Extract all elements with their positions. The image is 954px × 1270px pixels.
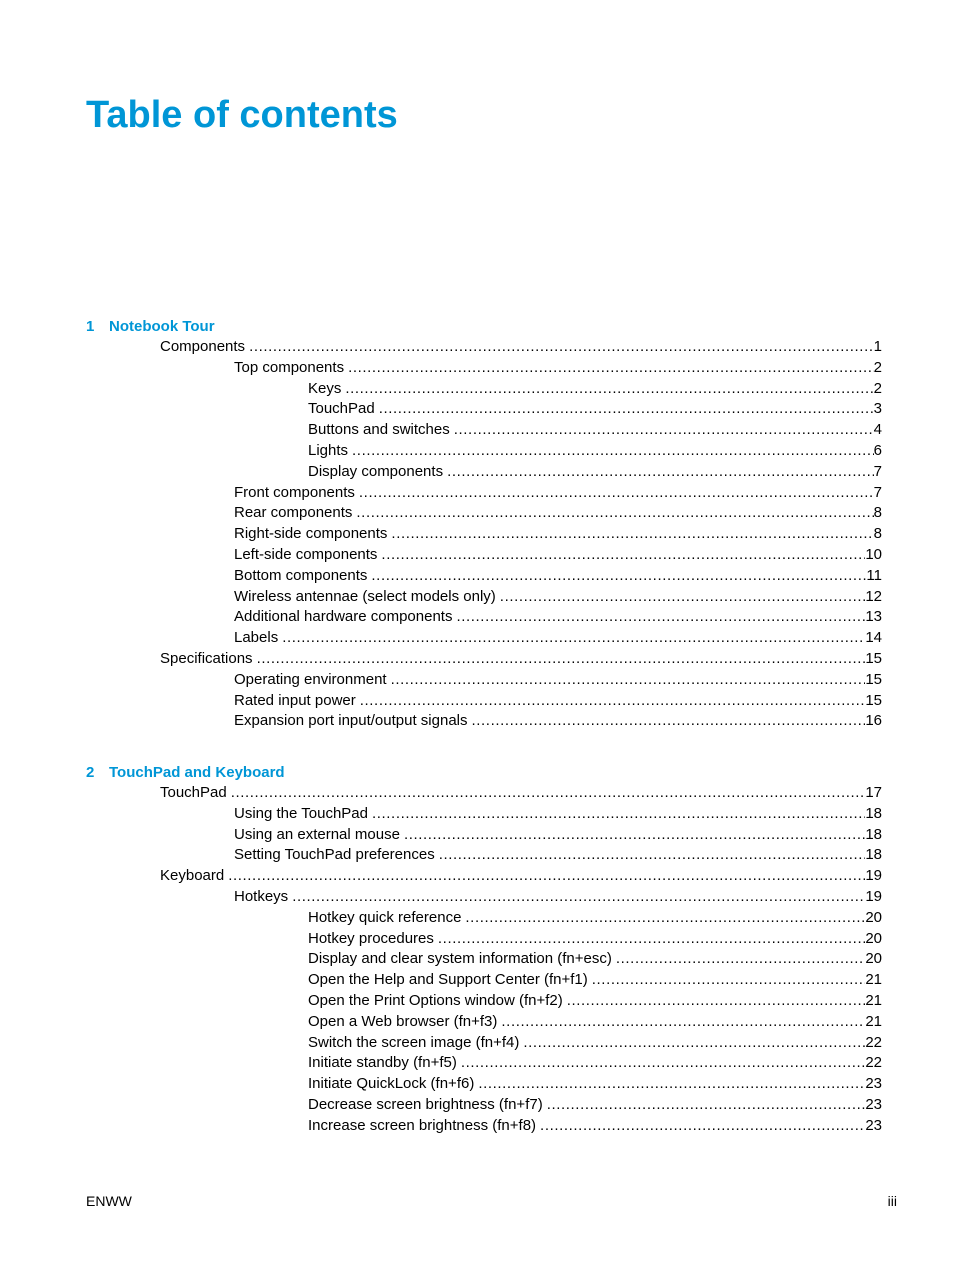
toc-entry[interactable] — [86, 691, 882, 712]
toc-dot-leader — [439, 845, 866, 866]
toc-dot-leader — [348, 358, 874, 379]
toc-entry-title: Lights — [308, 441, 349, 459]
toc-dot-leader — [391, 670, 866, 691]
toc-dot-leader — [567, 991, 866, 1012]
toc-entry-page-number: 20 — [865, 950, 882, 968]
toc-entry[interactable] — [86, 337, 882, 358]
toc-entry-title: Right-side components — [234, 525, 388, 543]
toc-entry-page-number: 3 — [873, 400, 882, 418]
toc-entry[interactable] — [86, 825, 882, 846]
toc-entry[interactable] — [86, 1012, 882, 1033]
toc-entry-title: Left-side components — [234, 545, 378, 563]
toc-dot-leader — [292, 887, 865, 908]
toc-entry-page-number: 14 — [865, 629, 882, 647]
chapter-title: TouchPad and Keyboard — [109, 764, 285, 781]
toc-entry-page-number: 23 — [865, 1095, 882, 1113]
toc-entry[interactable] — [86, 1053, 882, 1074]
toc-entry-title: Switch the screen image (fn+f4) — [308, 1033, 520, 1051]
toc-entry-title: Additional hardware components — [234, 608, 453, 626]
toc-entry-title: Open the Print Options window (fn+f2) — [308, 991, 563, 1009]
toc-entry[interactable] — [86, 545, 882, 566]
toc-entry[interactable] — [86, 783, 882, 804]
toc-entry-page-number: 8 — [873, 504, 882, 522]
toc-entry-title: Using the TouchPad — [234, 804, 368, 822]
toc-entry-page-number: 19 — [865, 867, 882, 885]
toc-entry-title: Labels — [234, 629, 279, 647]
toc-entry[interactable] — [86, 503, 882, 524]
toc-entry-page-number: 21 — [865, 971, 882, 989]
toc-entry-title: Open the Help and Support Center (fn+f1) — [308, 971, 588, 989]
toc-entry[interactable] — [86, 1033, 882, 1054]
toc-entry-page-number: 17 — [865, 784, 882, 801]
chapter-heading[interactable] — [86, 316, 882, 337]
toc-dot-leader — [616, 949, 865, 970]
footer-page-number: iii — [887, 1193, 897, 1209]
toc-entry-title: Open a Web browser (fn+f3) — [308, 1012, 498, 1030]
toc-entry-title: Rated input power — [234, 691, 356, 709]
toc-dot-leader — [454, 420, 874, 441]
toc-dot-leader — [372, 804, 865, 825]
footer-publication-code: ENWW — [86, 1193, 132, 1209]
chapter-number: 1 — [86, 318, 95, 335]
toc-entry-title: Hotkey quick reference — [308, 908, 462, 926]
toc-entry-title: Hotkey procedures — [308, 929, 434, 947]
toc-entry-title: Using an external mouse — [234, 825, 400, 843]
toc-entry-page-number: 8 — [873, 525, 882, 543]
toc-entry[interactable] — [86, 949, 882, 970]
toc-entry-title: Specifications — [160, 649, 253, 667]
toc-dot-leader — [371, 566, 866, 587]
toc-entry-page-number: 21 — [865, 1012, 882, 1030]
toc-dot-leader — [404, 825, 865, 846]
chapter-section — [86, 316, 882, 732]
toc-entry-page-number: 16 — [865, 712, 882, 730]
toc-dot-leader — [379, 399, 874, 420]
toc-entry-page-number: 21 — [865, 991, 882, 1009]
toc-entry-title: Display components — [308, 462, 444, 480]
toc-entry-title: Bottom components — [234, 566, 368, 584]
toc-dot-leader — [592, 970, 866, 991]
toc-entry[interactable] — [86, 587, 882, 608]
toc-entry[interactable] — [86, 462, 882, 483]
toc-entry-page-number: 18 — [865, 804, 882, 822]
page-title: Table of contents — [86, 94, 398, 136]
toc-entry-page-number: 15 — [865, 649, 882, 667]
toc-entry[interactable] — [86, 991, 882, 1012]
toc-entry[interactable] — [86, 970, 882, 991]
toc-entry[interactable] — [86, 929, 882, 950]
toc-entry-title: Top components — [234, 358, 345, 376]
toc-entry-title: Display and clear system information (fn+esc) — [308, 950, 612, 968]
toc-entry-title: Setting TouchPad preferences — [234, 846, 435, 864]
toc-dot-leader — [352, 441, 874, 462]
toc-entry-page-number: 13 — [865, 608, 882, 626]
chapter-heading[interactable] — [86, 762, 882, 783]
toc-entry[interactable] — [86, 866, 882, 887]
toc-entry[interactable] — [86, 483, 882, 504]
toc-entry[interactable] — [86, 1095, 882, 1116]
chapter-section — [86, 762, 882, 1137]
toc-dot-leader — [540, 1116, 865, 1137]
toc-entry-page-number: 2 — [873, 358, 882, 376]
toc-entry-title: Increase screen brightness (fn+f8) — [308, 1116, 537, 1134]
toc-entry[interactable] — [86, 358, 882, 379]
toc-dot-leader — [438, 929, 865, 950]
toc-entry-page-number: 10 — [865, 545, 882, 563]
toc-dot-leader — [249, 337, 874, 358]
toc-entry[interactable] — [86, 420, 882, 441]
toc-dot-leader — [282, 628, 865, 649]
toc-entry-page-number: 19 — [865, 887, 882, 905]
toc-entry-page-number: 1 — [873, 338, 882, 355]
toc-entry[interactable] — [86, 628, 882, 649]
chapter-number: 2 — [86, 764, 95, 781]
toc-entry-title: Components — [160, 338, 246, 355]
toc-dot-leader — [465, 908, 865, 929]
toc-entry[interactable] — [86, 399, 882, 420]
toc-entry-page-number: 20 — [865, 929, 882, 947]
toc-entry-page-number: 4 — [873, 421, 882, 439]
toc-entry-title: Keyboard — [160, 867, 225, 885]
toc-entry-title: Rear components — [234, 504, 353, 522]
toc-entry[interactable] — [86, 670, 882, 691]
toc-entry[interactable] — [86, 711, 882, 732]
toc-entry[interactable] — [86, 524, 882, 545]
toc-entry[interactable] — [86, 379, 882, 400]
toc-dot-leader — [456, 607, 865, 628]
toc-dot-leader — [461, 1053, 865, 1074]
toc-entry-title: Buttons and switches — [308, 421, 450, 439]
toc-dot-leader — [500, 587, 866, 608]
toc-entry[interactable] — [86, 1116, 882, 1137]
toc-entry[interactable] — [86, 908, 882, 929]
toc-entry-title: Operating environment — [234, 670, 387, 688]
toc-entry[interactable] — [86, 566, 882, 587]
toc-dot-leader — [391, 524, 873, 545]
toc-dot-leader — [523, 1033, 865, 1054]
toc-dot-leader — [231, 783, 866, 804]
toc-dot-leader — [381, 545, 865, 566]
chapter-title: Notebook Tour — [109, 318, 215, 335]
toc-entry-page-number: 23 — [865, 1075, 882, 1093]
toc-entry-title: TouchPad — [160, 784, 227, 801]
toc-entry-page-number: 18 — [865, 825, 882, 843]
toc-entry-page-number: 6 — [873, 441, 882, 459]
toc-entry-title: Hotkeys — [234, 887, 289, 905]
toc-entry-page-number: 18 — [865, 846, 882, 864]
toc-dot-leader — [360, 691, 866, 712]
toc-entry-page-number: 15 — [865, 691, 882, 709]
toc-dot-leader — [547, 1095, 866, 1116]
toc-entry-title: TouchPad — [308, 400, 375, 418]
toc-entry-title: Front components — [234, 483, 355, 501]
toc-entry-page-number: 20 — [865, 908, 882, 926]
toc-entry[interactable] — [86, 607, 882, 628]
toc-dot-leader — [356, 503, 873, 524]
toc-entry-list — [86, 337, 882, 732]
toc-entry[interactable] — [86, 845, 882, 866]
toc-dot-leader — [345, 379, 873, 400]
toc-dot-leader — [359, 483, 874, 504]
toc-entry[interactable] — [86, 441, 882, 462]
toc-entry-page-number: 7 — [873, 462, 882, 480]
toc-entry-page-number: 12 — [865, 587, 882, 605]
toc-entry-page-number: 7 — [873, 483, 882, 501]
toc-entry-title: Wireless antennae (select models only) — [234, 587, 496, 605]
toc-entry-list — [86, 783, 882, 1137]
toc-entry[interactable] — [86, 1074, 882, 1095]
toc-entry-title: Initiate QuickLock (fn+f6) — [308, 1075, 475, 1093]
toc-entry[interactable] — [86, 887, 882, 908]
toc-entry[interactable] — [86, 804, 882, 825]
toc-entry-page-number: 23 — [865, 1116, 882, 1134]
toc-entry-page-number: 22 — [865, 1033, 882, 1051]
toc-entry-title: Decrease screen brightness (fn+f7) — [308, 1095, 543, 1113]
toc-entry[interactable] — [86, 649, 882, 670]
toc-dot-leader — [447, 462, 874, 483]
toc-dot-leader — [257, 649, 866, 670]
toc-entry-title: Keys — [308, 379, 342, 397]
toc-entry-page-number: 15 — [865, 670, 882, 688]
toc-entry-page-number: 22 — [865, 1054, 882, 1072]
toc-dot-leader — [501, 1012, 865, 1033]
toc-entry-page-number: 11 — [866, 566, 882, 584]
toc-dot-leader — [228, 866, 865, 887]
toc-entry-title: Initiate standby (fn+f5) — [308, 1054, 457, 1072]
toc-entry-title: Expansion port input/output signals — [234, 712, 468, 730]
toc-dot-leader — [478, 1074, 865, 1095]
toc-dot-leader — [472, 711, 866, 732]
toc-entry-page-number: 2 — [873, 379, 882, 397]
